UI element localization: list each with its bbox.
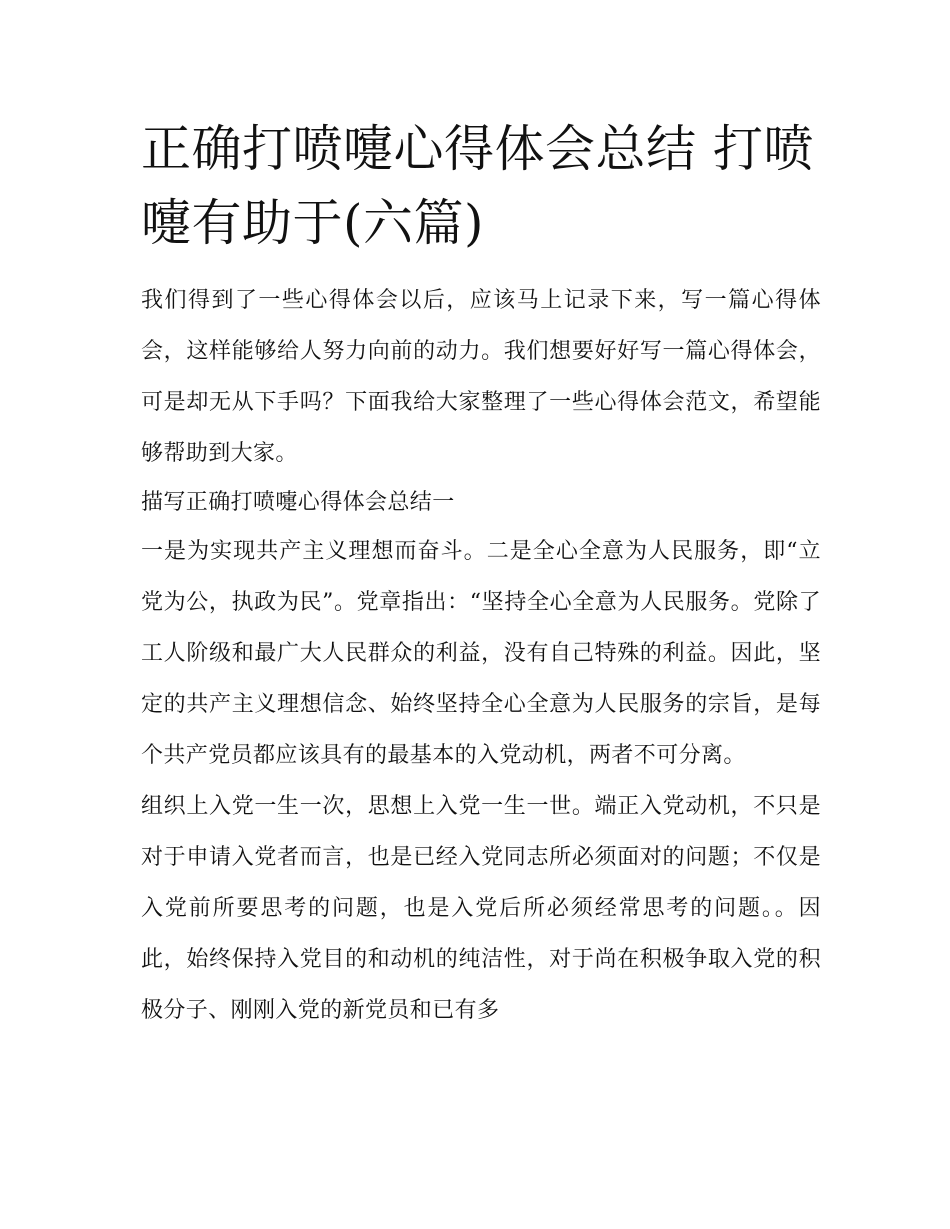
- section-heading: 描写正确打喷嚏心得体会总结一: [141, 490, 455, 515]
- document-body: [141, 275, 821, 1036]
- body-paragraph: 组织上入党一生一次，思想上入党一生一世。端正入党动机，不只是对于申请入党者而言，也是已经入党同志所必须面对的问题；不仅是入党前所要思考的问题，也是入党后所必须经常思考的问题。。因此，始终保持入党目的和动机的纯洁性，对于尚在积极争取入党的积极分子、刚刚入党的新党员和已有多: [141, 794, 821, 1023]
- body-paragraph: 一是为实现共产主义理想而奋斗。二是全心全意为人民服务，即“立党为公，执政为民”。党章指出：“坚持全心全意为人民服务。党除了工人阶级和最广大人民群众的利益，没有自己特殊的利益。因此，坚定的共产主义理想信念、始终坚持全心全意为人民服务的宗旨，是每个共产党员都应该具有的最基本的入党动机，两者不可分离。: [141, 539, 821, 768]
- document-title: 正确打喷嚏心得体会总结 打喷嚏有助于(六篇): [141, 120, 814, 252]
- intro-paragraph: 我们得到了一些心得体会以后，应该马上记录下来，写一篇心得体会，这样能够给人努力向前的动力。我们想要好好写一篇心得体会，可是却无从下手吗？下面我给大家整理了一些心得体会范文，希望能够帮助到大家。: [141, 288, 821, 466]
